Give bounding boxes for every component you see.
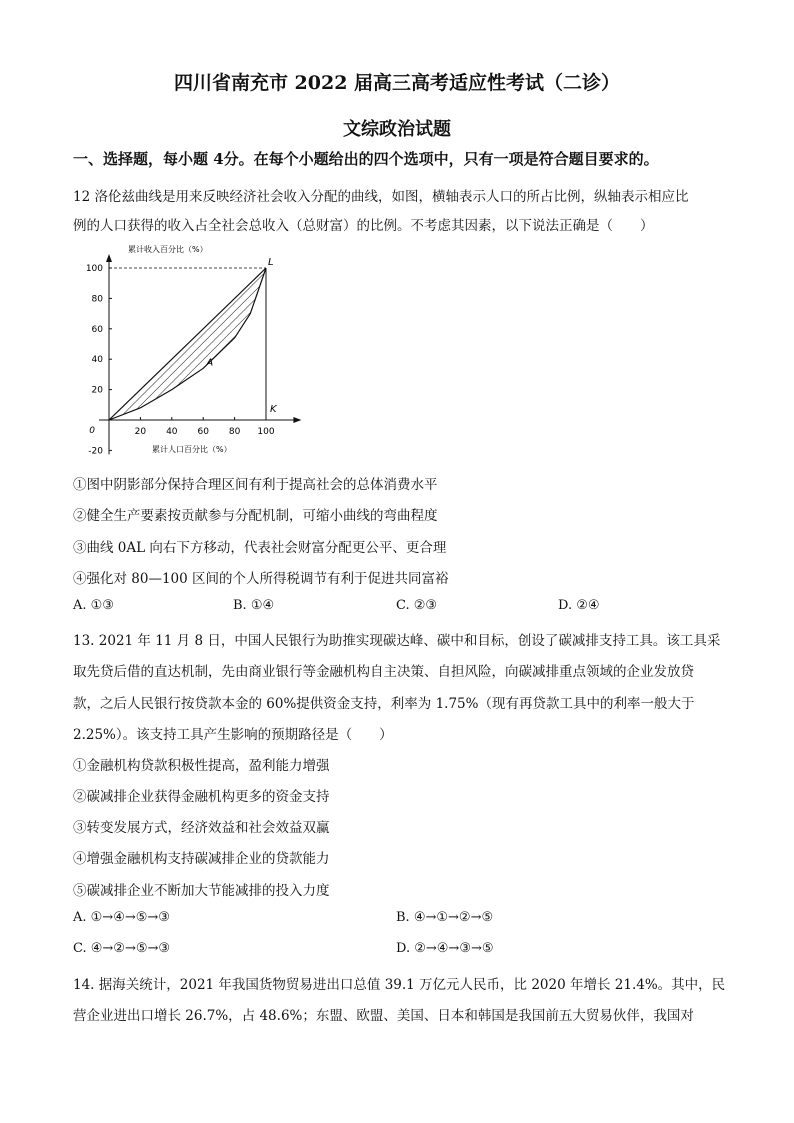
q12-statement-1: ①图中阴影部分保持合理区间有利于提高社会的总体消费水平 [73, 477, 438, 493]
x-tick-label: 20 [134, 427, 147, 437]
q13-option-c[interactable]: C. ④→②→⑤→③ [73, 941, 171, 956]
q12-option-c[interactable]: C. ②③ [396, 598, 438, 613]
y-axis-arrow [106, 254, 112, 262]
x-axis-arrow [293, 417, 301, 423]
x-tick-label: 100 [257, 427, 275, 437]
y-tick-label: 80 [91, 294, 103, 305]
q13-stem-line3: 款，之后人民银行按贷款本金的 60%提供资金支持，利率为 1.75%（现有再贷款工具中的利率一般大于 [73, 696, 695, 712]
point-label-a: A [206, 357, 214, 369]
y-tick-label: 60 [91, 324, 103, 335]
point-label-k: K [270, 404, 277, 415]
q13-statement-3: ③转变发展方式，经济效益和社会效益双赢 [73, 820, 330, 836]
equality-line [109, 268, 266, 420]
q12-stem-line1: 12 洛伦兹曲线是用来反映经济社会收入分配的曲线，如图，横轴表示人口的所占比例，纵轴表示相应比 [73, 189, 689, 205]
q12-option-d[interactable]: D. ②④ [558, 598, 600, 613]
point-label-l: L [268, 257, 274, 268]
q13-statement-2: ②碳减排企业获得金融机构更多的资金支持 [73, 789, 330, 805]
q14-stem-line2: 营企业进出口增长 26.7%，占 48.6%；东盟、欧盟、美国、日本和韩国是我国前五大贸易伙伴，我国对 [73, 1008, 694, 1024]
x-tick-label: 60 [197, 427, 209, 437]
q13-option-a[interactable]: A. ①→④→⑤→③ [73, 910, 170, 925]
q14-stem-line1: 14. 据海关统计，2021 年我国货物贸易进出口总值 39.1 万亿元人民币，比 2020 年增长 21.4%。其中，民 [73, 977, 726, 993]
q13-option-b[interactable]: B. ④→①→②→⑤ [396, 910, 494, 925]
y-tick-label: -20 [88, 446, 103, 457]
section-heading: 一、选择题，每小题 4分。在每个小题给出的四个选项中，只有一项是符合题目要求的。 [73, 150, 659, 168]
q12-statement-2: ②健全生产要素按贡献参与分配机制，可缩小曲线的弯曲程度 [73, 508, 438, 524]
q13-stem-line4: 2.25%）。该支持工具产生影响的预期路径是（ ） [73, 727, 393, 743]
y-tick-label: 40 [91, 355, 103, 366]
q13-statement-5: ⑤碳减排企业不断加大节能减排的投入力度 [73, 883, 330, 899]
page-title: 四川省南充市 2022 届高三高考适应性考试（二诊） [173, 72, 621, 94]
q12-option-a[interactable]: A. ①③ [73, 598, 114, 613]
q12-stem-line2: 例的人口获得的收入占全社会总收入（总财富）的比例。不考虑其因素，以下说法正确是（ ） [73, 218, 654, 234]
q12-option-b[interactable]: B. ①④ [233, 598, 275, 613]
y-tick-label: 20 [91, 385, 103, 396]
y-tick-label: 0 [89, 426, 95, 436]
x-tick-label: 40 [166, 427, 178, 437]
page-subtitle: 文综政治试题 [343, 119, 451, 140]
y-tick-label: 100 [85, 264, 103, 274]
q12-statement-4: ④强化对 80—100 区间的个人所得税调节有利于促进共同富裕 [73, 571, 449, 587]
lorenz-curve-chart [70, 238, 310, 463]
x-axis-label: 累计人口百分比（%） [152, 445, 232, 454]
x-tick-label: 80 [228, 427, 241, 437]
y-axis-label: 累计收入百分比（%） [128, 245, 208, 254]
q13-option-d[interactable]: D. ②→④→③→⑤ [396, 941, 494, 956]
q13-statement-4: ④增强金融机构支持碳减排企业的贷款能力 [73, 851, 330, 867]
q13-statement-1: ①金融机构贷款积极性提高，盈利能力增强 [73, 758, 330, 774]
q13-stem-line2: 取先贷后借的直达机制，先由商业银行等金融机构自主决策、自担风险，向碳减排重点领域的企业发放贷 [73, 664, 694, 680]
q12-statement-3: ③曲线 0AL 向右下方移动，代表社会财富分配更公平、更合理 [73, 540, 447, 556]
q13-stem-line1: 13. 2021 年 11 月 8 日，中国人民银行为助推实现碳达峰、碳中和目标，创设了碳减排支持工具。该工具采 [73, 633, 721, 649]
